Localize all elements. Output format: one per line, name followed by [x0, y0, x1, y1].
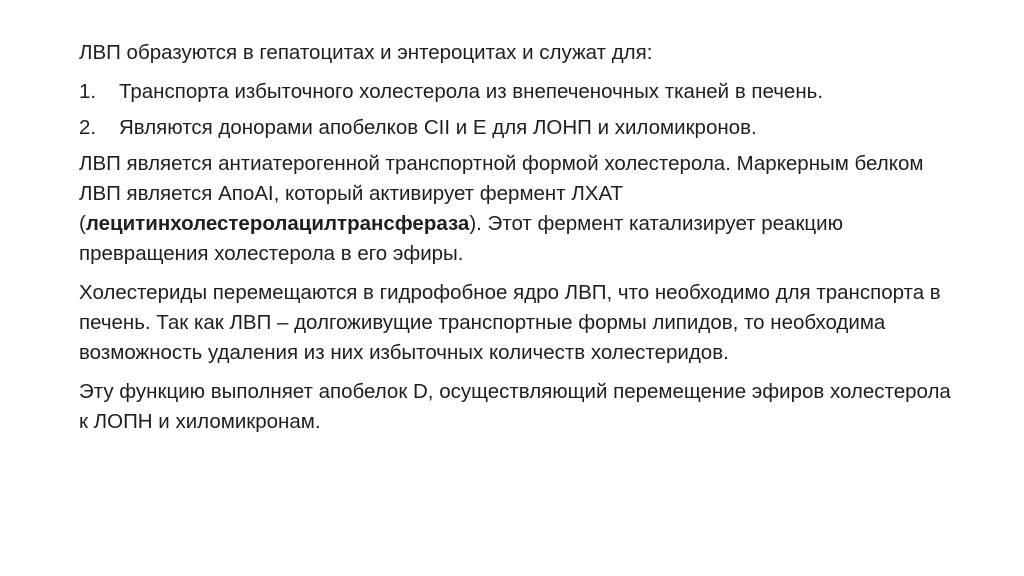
enzyme-name: лецитинхолестеролацилтрансфераза	[85, 212, 470, 235]
list-number: 1.	[79, 80, 97, 103]
paragraph-text: ). Этот фермент катализирует реакцию превращения холестерола в его эфиры.	[79, 212, 843, 265]
list-number: 2.	[79, 116, 97, 139]
slide-body	[79, 38, 959, 446]
list-text: Являются донорами апобелков CII и E для ЛОНП и хиломикронов.	[119, 116, 757, 139]
intro-paragraph: ЛВП образуются в гепатоцитах и энтероцитах и служат для:	[79, 41, 653, 64]
list-item	[79, 77, 959, 107]
cholesteride-paragraph: Холестериды перемещаются в гидрофобное ядро ЛВП, что необходимо для транспорта в печень. Так как ЛВП – долгоживущие транспортные формы липидов, то необходима возможность удаления из них избыточных количеств холестеридов.	[79, 281, 941, 364]
function-list	[79, 77, 959, 143]
apoprotein-d-paragraph: Эту функцию выполняет апобелок D, осуществляющий перемещение эфиров холестерола к ЛОПН и хиломикронам.	[79, 380, 951, 433]
paragraph-text: ЛВП является антиатерогенной транспортной формой холестерола. Маркерным белком ЛВП является АпоАI, который активирует фермент ЛХАТ (	[79, 152, 924, 235]
list-item	[79, 113, 959, 143]
list-text: Транспорта избыточного холестерола из внепеченочных тканей в печень.	[119, 80, 824, 103]
antiatherogenic-paragraph	[79, 149, 959, 269]
